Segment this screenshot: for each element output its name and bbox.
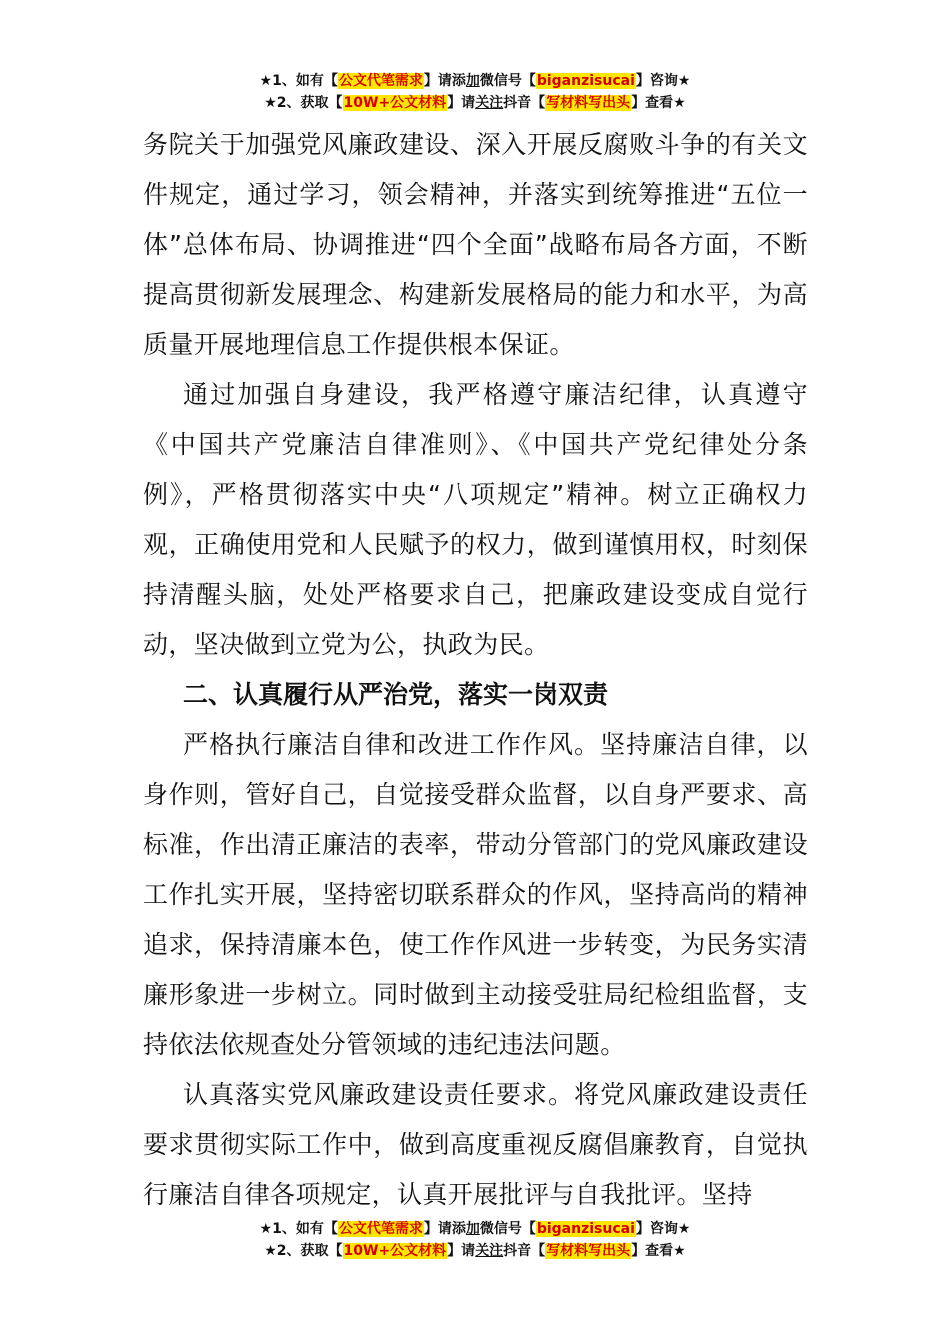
banner-text: 抖音【	[503, 1243, 546, 1259]
banner-text: ★2、获取【	[264, 95, 343, 111]
banner-line-1	[0, 70, 950, 92]
top-banner	[0, 70, 950, 114]
wechat-id-highlight: biganzisucai	[536, 73, 635, 89]
banner-text: ★1、如有【	[259, 1221, 338, 1237]
wechat-id-highlight: biganzisucai	[536, 1221, 635, 1237]
banner-text: 】查看★	[631, 1243, 686, 1259]
banner-text: ★1、如有【	[259, 73, 338, 89]
banner-text: 】咨询★	[635, 73, 691, 89]
banner-text: 】咨询★	[635, 1221, 691, 1237]
banner-text: ★2、获取【	[264, 1243, 343, 1259]
paragraph-2: 通过加强自身建设，我严格遵守廉洁纪律，认真遵守《中国共产党廉洁自律准则》、《中国共产党纪律处分条例》，严格贯彻落实中央“八项规定”精神。树立正确权力观，正确使用党和人民赋予的权力，做到谨慎用权，时刻保持清醒头脑，处处严格要求自己，把廉政建设变成自觉行动，坚决做到立党为公，执政为民。	[143, 380, 808, 659]
banner-line-2	[0, 92, 950, 114]
banner-text: 微信号【	[479, 73, 536, 89]
banner-text: 】请	[447, 1243, 476, 1259]
banner-underline: 加	[465, 73, 480, 89]
banner-highlight: 10W+公文材料	[343, 95, 447, 111]
banner-text: 】请添	[423, 1221, 466, 1237]
banner-text: 】请	[447, 95, 476, 111]
banner-highlight: 10W+公文材料	[343, 1243, 447, 1259]
douyin-id-highlight: 写材料写出头	[546, 1243, 631, 1259]
banner-line-2	[0, 1240, 950, 1262]
douyin-id-highlight: 写材料写出头	[546, 95, 631, 111]
banner-text: 抖音【	[503, 95, 546, 111]
banner-text: 】请添	[423, 73, 466, 89]
section-heading-2: 二、认真履行从严治党，落实一岗双责	[183, 680, 609, 709]
banner-highlight: 公文代笔需求	[338, 73, 423, 89]
document-body	[143, 120, 808, 1220]
paragraph-4: 认真落实党风廉政建设责任要求。将党风廉政建设责任要求贯彻实际工作中，做到高度重视反腐倡廉教育，自觉执行廉洁自律各项规定，认真开展批评与自我批评。坚持	[143, 1080, 808, 1209]
banner-underline: 关注	[475, 1243, 504, 1259]
paragraph-3: 严格执行廉洁自律和改进工作作风。坚持廉洁自律，以身作则，管好自己，自觉接受群众监督，以自身严要求、高标准，作出清正廉洁的表率，带动分管部门的党风廉政建设工作扎实开展，坚持密切联系群众的作风，坚持高尚的精神追求，保持清廉本色，使工作作风进一步转变，为民务实清廉形象进一步树立。同时做到主动接受驻局纪检组监督，支持依法依规查处分管领域的违纪违法问题。	[143, 730, 808, 1059]
banner-text: 微信号【	[479, 1221, 536, 1237]
banner-highlight: 公文代笔需求	[338, 1221, 423, 1237]
banner-line-1	[0, 1218, 950, 1240]
paragraph-1: 务院关于加强党风廉政建设、深入开展反腐败斗争的有关文件规定，通过学习，领会精神，并落实到统筹推进“五位一体”总体布局、协调推进“四个全面”战略布局各方面，不断提高贯彻新发展理念、构建新发展格局的能力和水平，为高质量开展地理信息工作提供根本保证。	[143, 130, 808, 359]
banner-underline: 加	[465, 1221, 480, 1237]
banner-underline: 关注	[475, 95, 504, 111]
bottom-banner	[0, 1218, 950, 1262]
banner-text: 】查看★	[631, 95, 686, 111]
